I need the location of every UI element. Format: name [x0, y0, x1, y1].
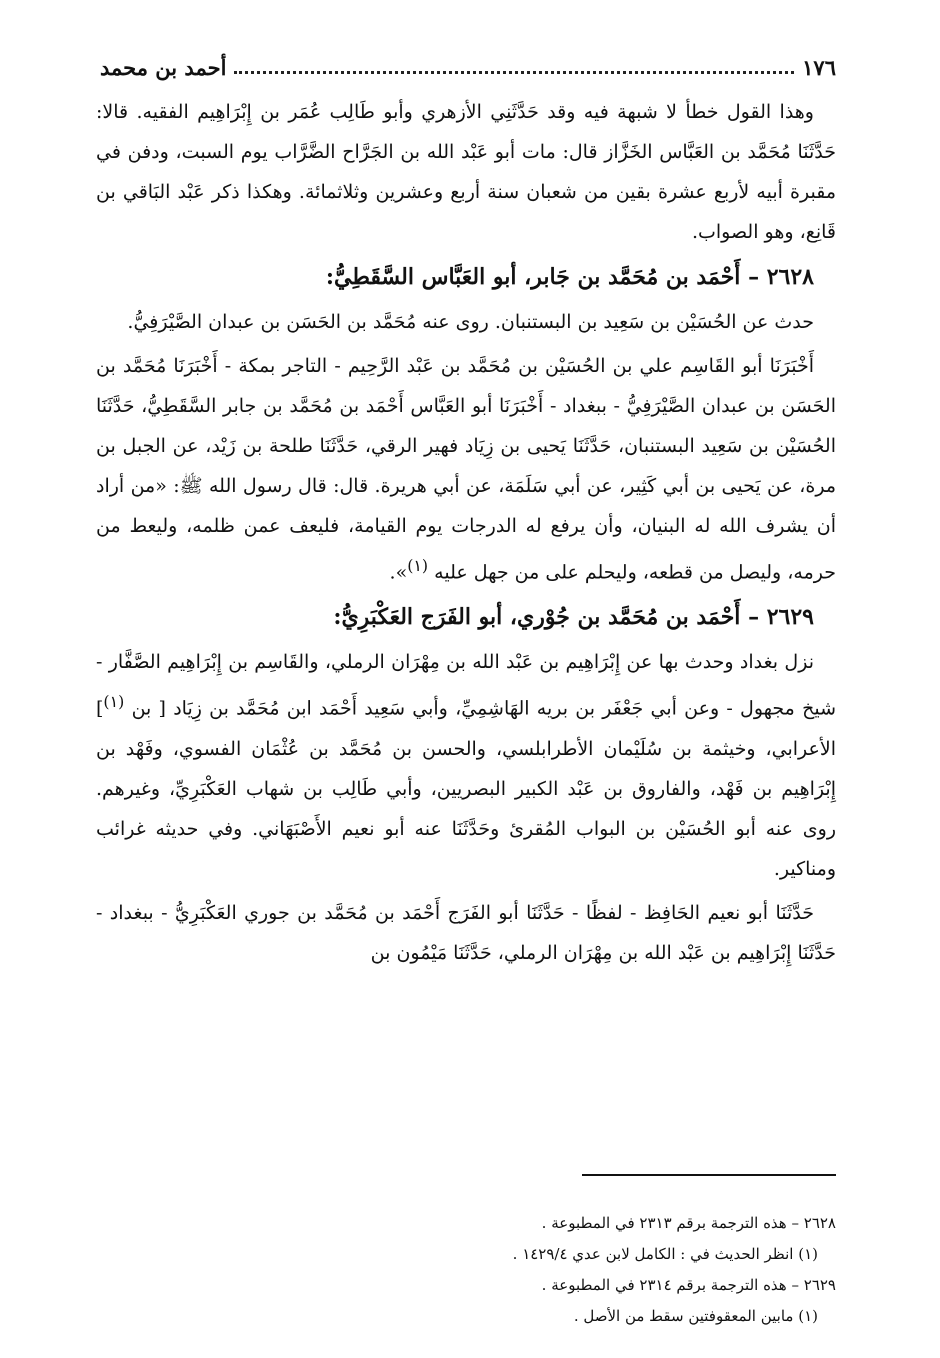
paragraph-2: حدث عن الحُسَيْن بن سَعِيد بن البستنبان. روى عنه مُحَمَّد بن الحَسَن بن عبدان الصَّيْرَفِيُّ. — [127, 311, 814, 333]
paragraph-3-text: أَخْبَرَنَا أبو القَاسِم علي بن الحُسَيْن بن مُحَمَّد بن عَبْد الرَّحِيم - التاجر بمكة - أَخْبَرَنَا مُحَمَّد بن الحَسَن بن عبدان الصَّيْرَفِيُّ - ببغداد - أَخْبَرَنَا أبو العَبَّاس أَحْمَد بن مُحَمَّد بن جابر السَّقَطِيُّ، حَدَّثَنَا الحُسَيْن بن سَعِيد البستنبان، حَدَّثَنَا يَحيى بن زِيَاد فهير الرقي، حَدَّثَنَا طلحة بن زَيْد، عن الجبل بن مرة، عن يَحيى بن أبي كَثِير، عن أبي سَلَمَة، عن أبي هريرة. قال: قال رسول الله ﷺ: «من أراد أن يشرف الله له البنيان، وأن يرفع له الدرجات يوم القيامة، فليعف عمن ظلمه، وليعط من حرمه، وليصل من قطعه، وليحلم على من جهل عليه — [96, 355, 836, 584]
running-head: أحمد بن محمد — [100, 55, 227, 80]
header-dotted-leader — [234, 71, 794, 74]
footnote-item: ٢٦٢٨ – هذه الترجمة برقم ٢٣١٣ في المطبوعة . — [541, 1214, 836, 1232]
footnote-item: ٢٦٢٩ – هذه الترجمة برقم ٢٣١٤ في المطبوعة . — [541, 1276, 836, 1294]
paragraph-4-text-a: نزل بغداد وحدث بها عن إِبْرَاهِيم بن عَبْد الله بن مِهْرَان الرملي، والقَاسِم بن إِبْرَاهِيم الصَّفَّار - شيخ مجهول - وعن أبي جَعْفَر بن بريه الهَاشِمِيِّ، وأبي سَعِيد أَحْمَد ابن مُحَمَّد بن زِيَاد [ بن — [96, 651, 836, 720]
page-number: ١٧٦ — [802, 55, 836, 80]
page-header — [100, 40, 836, 80]
paragraph-5: حَدَّثَنَا أبو نعيم الحَافِظ - لفظًا - حَدَّثَنَا أبو الفَرَج أَحْمَد بن مُحَمَّد بن جوري العَكْبَرِيُّ - ببغداد - حَدَّثَنَا إِبْرَاهِيم بن عَبْد الله بن مِهْرَان الرملي، حَدَّثَنَا مَيْمُون بن — [96, 901, 836, 964]
main-text — [96, 92, 836, 977]
footnote-item: (١) مابين المعقوفتين سقط من الأصل . — [573, 1307, 818, 1325]
paragraph-3-end: ». — [389, 561, 408, 584]
footnote-ref: (١) — [103, 692, 125, 712]
entry-heading-2628: ٢٦٢٨ – أَحْمَد بن مُحَمَّد بن جَابر، أبو العَبَّاس السَّقَطِيُّ: — [325, 264, 814, 290]
paragraph-1: وهذا القول خطأ لا شبهة فيه وقد حَدَّثَنِي الأزهري وأبو طَالِب عُمَر بن إِبْرَاهِيم الفقيه. قالا: حَدَّثَنَا مُحَمَّد بن العَبَّاس الخَزَّاز قال: مات أبو عَبْد الله بن الجَرَّاح الضَّرَّاب يوم السبت، ودفن في مقبرة أبيه لأربع عشرة بقين من شعبان سنة أربع وعشرين وثلاثمائة. وهكذا ذكر عَبْد البَاقي بن قَانِع، وهو الصواب. — [96, 101, 836, 243]
footnote-separator — [582, 1174, 836, 1176]
paragraph-3 — [96, 346, 836, 592]
footnotes — [96, 1208, 836, 1332]
footnote-item: (١) انظر الحديث في : الكامل لابن عدي ١٤٢٩/٤ . — [512, 1245, 818, 1263]
entry-heading-2629: ٢٦٢٩ – أَحْمَد بن مُحَمَّد بن جُوْري، أبو الفَرَج العَكْبَرِيُّ: — [333, 604, 814, 631]
paragraph-4-text-b: ] الأعرابي، وخيثمة بن سُلَيْمان الأطرابلسي، والحسن بن مُحَمَّد بن عُثْمَان الفسوي، وفَهْد بن إِبْرَاهِيم بن فَهْد، والفاروق بن عَبْد الكبير البصريين، وأبي طَالِب بن شهاب العَكْبَرِيِّ، وغيرهم. روى عنه أبو الحُسَيْن بن البواب المُقرئ وحَدَّثَنَا عنه أبو نعيم الأَصْبَهَاني. وفي حديثه غرائب ومناكير. — [96, 697, 836, 880]
paragraph-4 — [96, 642, 836, 888]
footnote-ref: (١) — [407, 556, 429, 575]
